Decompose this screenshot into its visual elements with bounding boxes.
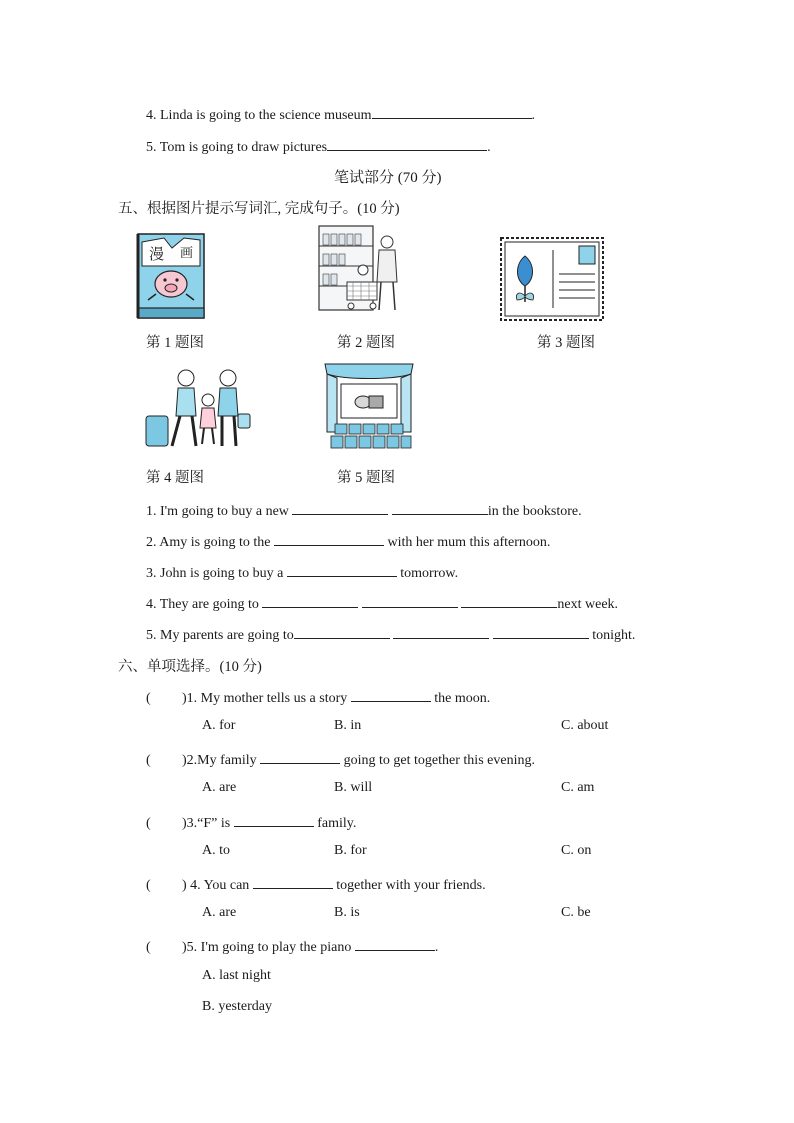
picture-3-caption: 第 3 题图 (537, 335, 595, 351)
question-tail: going to get together this evening. (343, 753, 535, 768)
written-section-header: 笔试部分 (70 分) (334, 170, 442, 186)
answer-blank[interactable] (260, 749, 340, 764)
option-c[interactable]: C. am (561, 780, 595, 795)
fill-question-1 (146, 500, 582, 520)
question-text: )2.My family (182, 753, 257, 768)
question-text: 5. Tom is going to draw pictures (146, 140, 328, 155)
answer-blank[interactable] (461, 593, 557, 608)
supermarket-picture (317, 224, 405, 316)
answer-paren-open[interactable]: ( (146, 878, 151, 893)
fill-question-4 (146, 593, 618, 613)
picture-5-caption: 第 5 题图 (337, 470, 395, 486)
choice-question-2 (146, 749, 535, 769)
question-text: 1. I'm going to buy a new (146, 504, 289, 519)
question-text: 4. Linda is going to the science museum (146, 108, 372, 123)
answer-blank[interactable] (234, 812, 314, 827)
answer-blank[interactable] (355, 936, 435, 951)
answer-blank[interactable] (327, 136, 487, 151)
picture-4-caption: 第 4 题图 (146, 470, 204, 486)
family-travel-picture (142, 364, 252, 454)
option-b[interactable]: B. in (334, 718, 362, 733)
section-6-title: 六、单项选择。(10 分) (118, 659, 262, 675)
option-c[interactable]: C. about (561, 718, 609, 733)
answer-paren-open[interactable]: ( (146, 753, 151, 768)
option-b[interactable]: B. will (334, 780, 373, 795)
choice-question-4 (146, 874, 486, 894)
answer-blank[interactable] (372, 104, 532, 119)
answer-blank[interactable] (253, 874, 333, 889)
answer-blank[interactable] (274, 531, 384, 546)
choice-question-5 (146, 936, 438, 956)
comic-title-char-1: 漫 (149, 245, 165, 263)
answer-blank[interactable] (362, 593, 458, 608)
question-tail: next week. (557, 597, 619, 612)
question-text: 5. My parents are going to (146, 628, 294, 643)
fill-question-2 (146, 531, 550, 551)
question-line-4 (146, 104, 535, 124)
question-text: ) 4. You can (182, 878, 250, 893)
answer-blank[interactable] (392, 500, 488, 515)
question-tail: with her mum this afternoon. (387, 535, 551, 550)
question-tail: in the bookstore. (487, 504, 582, 519)
postcard-picture (499, 236, 605, 322)
option-a[interactable]: A. are (202, 905, 237, 920)
option-a[interactable]: A. last night (202, 968, 271, 983)
question-tail: tomorrow. (400, 566, 459, 581)
picture-1-caption: 第 1 题图 (146, 335, 204, 351)
question-text: )1. My mother tells us a story (182, 691, 348, 706)
option-a[interactable]: A. are (202, 780, 237, 795)
question-tail: . (434, 940, 439, 955)
option-b[interactable]: B. yesterday (202, 999, 272, 1014)
fill-question-5 (146, 624, 635, 644)
question-text: 2. Amy is going to the (146, 535, 271, 550)
question-tail: . (487, 140, 491, 155)
picture-2-caption: 第 2 题图 (337, 335, 395, 351)
comic-book-picture (134, 228, 208, 322)
answer-blank[interactable] (351, 687, 431, 702)
question-tail: together with your friends. (336, 878, 486, 893)
question-tail: the moon. (434, 691, 491, 706)
option-a[interactable]: A. for (202, 718, 236, 733)
option-b[interactable]: B. is (334, 905, 360, 920)
comic-title-char-2: 画 (180, 246, 194, 261)
answer-blank[interactable] (493, 624, 589, 639)
answer-paren-open[interactable]: ( (146, 940, 151, 955)
answer-paren-open[interactable]: ( (146, 691, 151, 706)
choice-question-1 (146, 687, 490, 707)
answer-blank[interactable] (292, 500, 388, 515)
question-tail: . (531, 108, 536, 123)
fill-question-3 (146, 562, 458, 582)
answer-blank[interactable] (393, 624, 489, 639)
question-text: )5. I'm going to play the piano (182, 940, 352, 955)
option-c[interactable]: C. on (561, 843, 592, 858)
question-line-5 (146, 136, 491, 156)
answer-paren-open[interactable]: ( (146, 816, 151, 831)
section-5-title: 五、根据图片提示写词汇, 完成句子。(10 分) (118, 201, 400, 217)
cinema-picture (323, 362, 415, 454)
option-c[interactable]: C. be (561, 905, 591, 920)
question-tail: tonight. (592, 628, 636, 643)
option-b[interactable]: B. for (334, 843, 367, 858)
answer-blank[interactable] (262, 593, 358, 608)
question-text: 3. John is going to buy a (146, 566, 284, 581)
question-text: 4. They are going to (146, 597, 259, 612)
answer-blank[interactable] (294, 624, 390, 639)
option-a[interactable]: A. to (202, 843, 230, 858)
question-tail: family. (317, 816, 357, 831)
choice-question-3 (146, 812, 356, 832)
answer-blank[interactable] (287, 562, 397, 577)
question-text: )3.“F” is (182, 816, 231, 831)
